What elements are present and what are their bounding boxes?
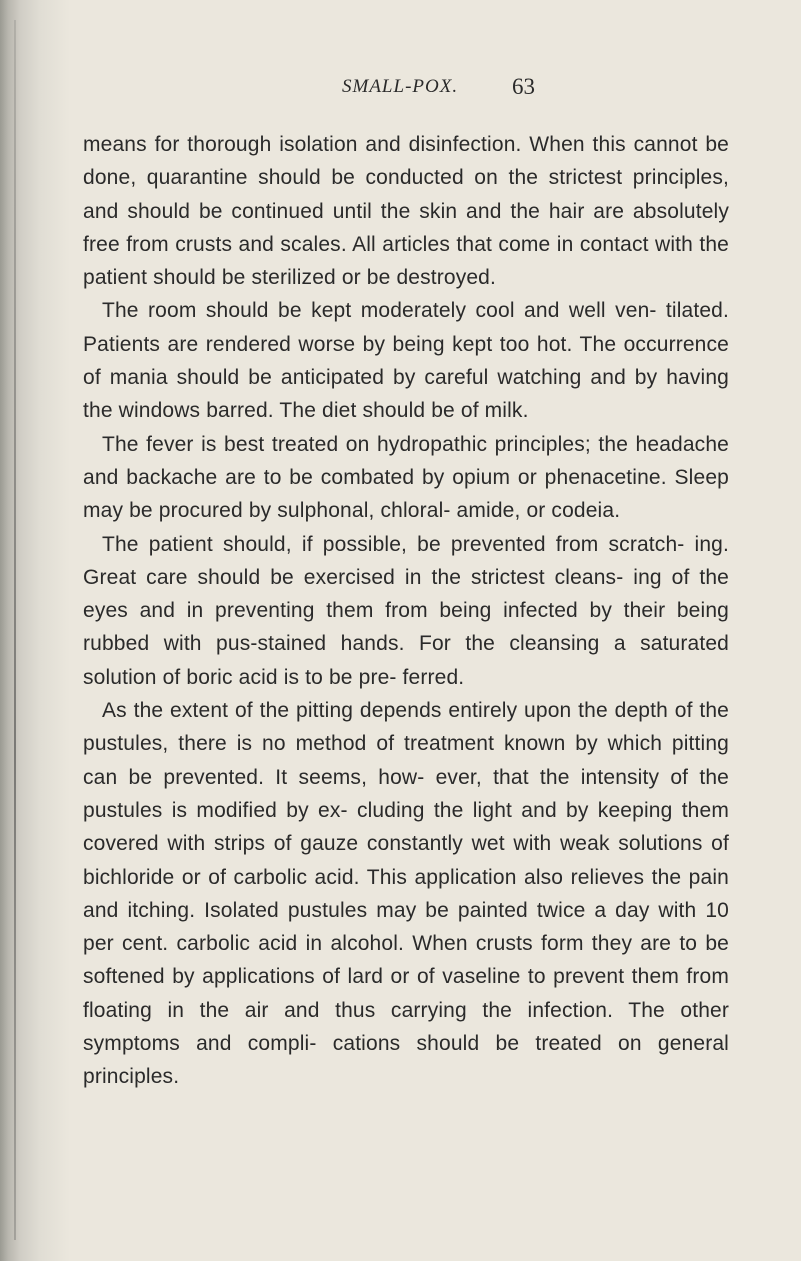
paragraph-fever: The fever is best treated on hydropathic principles; the headache and backache are to be combated by opium or phenacetine. Sleep may be procured by sulphonal, chloral- amide, or codeia.: [83, 432, 729, 523]
page-number: 63: [512, 74, 535, 99]
page-gutter-shadow: [0, 0, 70, 1261]
paragraph-pitting: As the extent of the pitting depends entirely upon the depth of the pustules, there is no method of treatment known by which pitting can be prevented. It seems, how- ever, that the intensity of the pustules is modified by ex- cluding the light and by keeping them covered with strips of gauze constantly wet with weak solutions of bichloride or of carbolic acid. This application also relieves the pain and itching. Isolated pustules may be painted twice a day with 10 per cent. carbolic acid in alcohol. When crusts form they are to be softened by applications of lard or of vaseline to prevent them from floating in the air and thus carrying the infection. The other symptoms and compli- cations should be treated on general principles.: [83, 699, 729, 1089]
running-head: SMALL-POX.: [342, 76, 459, 97]
paragraph-isolation: means for thorough isolation and disinfection. When this cannot be done, quarantine should be conducted on the strictest principles, and should be continued until the skin and the hair are absolutely free from crusts and scales. All articles that come in contact with the patient should be sterilized or be destroyed.: [83, 133, 729, 290]
paragraph-room: The room should be kept moderately cool and well ven- tilated. Patients are rendered worse by being kept too hot. The occurrence of mania should be anticipated by careful watching and by having the windows barred. The diet should be of milk.: [83, 299, 729, 423]
body-text: [83, 128, 729, 1094]
page-header: [0, 76, 801, 110]
paragraph-scratching: The patient should, if possible, be prevented from scratch- ing. Great care should be exercised in the strictest cleans- ing of the eyes and in preventing them from being infected by their being rubbed with pus-stained hands. For the cleansing a saturated solution of boric acid is to be pre- ferred.: [83, 532, 729, 689]
binding-edge: [14, 20, 16, 1240]
